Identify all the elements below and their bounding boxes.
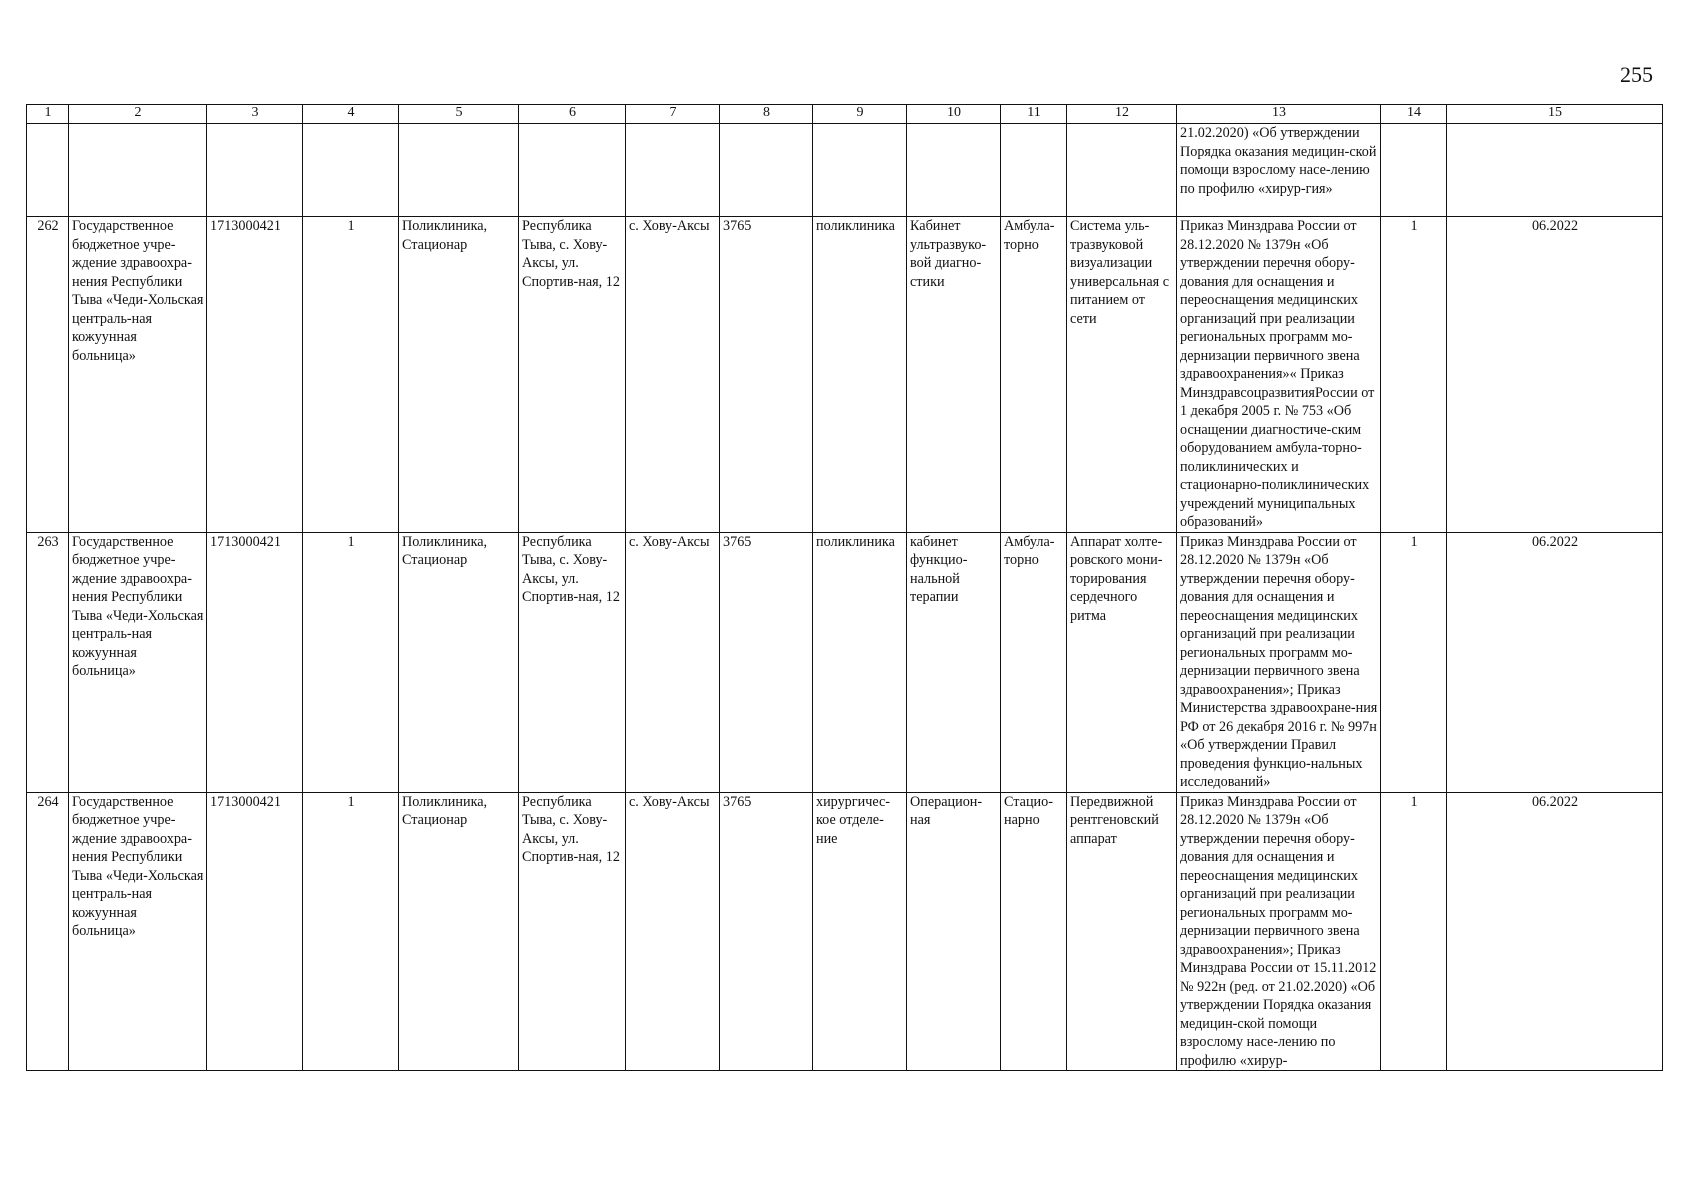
col8-cell: 3765 — [720, 792, 813, 1071]
row-number: 263 — [27, 532, 69, 792]
date-cell: 06.2022 — [1447, 532, 1663, 792]
basis-cell: Приказ Минздрава России от 28.12.2020 № 1379н «Об утверждении перечня обору-дования для оснащения и переоснащения медицинских организаций при реализации региональных программ мо-дернизации первичного звена здравоохранения»; Приказ Минздрава России от 15.11.2012 № 922н (ред. от 21.02.2020) «Об утверждении Порядка оказания медицин-ской помощи взрослому насе-лению по профилю «хирур- — [1177, 792, 1381, 1071]
quantity-cell: 1 — [1381, 792, 1447, 1071]
column-header: 5 — [399, 105, 519, 124]
mode-cell: Стацио-нарно — [1001, 792, 1067, 1071]
table-row — [27, 217, 1663, 533]
equipment-cell: Система уль-тразвуковой визуализации универсальная с питанием от сети — [1067, 217, 1177, 533]
continuation-row — [27, 124, 1663, 217]
quantity-cell: 1 — [1381, 217, 1447, 533]
type-cell: Поликлиника, Стационар — [399, 792, 519, 1071]
equipment-cell: Передвижной рентгеновский аппарат — [1067, 792, 1177, 1071]
col8-cell: 3765 — [720, 532, 813, 792]
column-header: 13 — [1177, 105, 1381, 124]
room-cell: Операцион-ная — [907, 792, 1001, 1071]
col4-cell: 1 — [303, 217, 399, 533]
column-header: 10 — [907, 105, 1001, 124]
date-cell: 06.2022 — [1447, 217, 1663, 533]
room-cell: Кабинет ультразвуко-вой диагно-стики — [907, 217, 1001, 533]
quantity-cell: 1 — [1381, 532, 1447, 792]
locality-cell: с. Хову-Аксы — [626, 217, 720, 533]
division-cell: хирургичес-кое отделе-ние — [813, 792, 907, 1071]
table-row — [27, 532, 1663, 792]
type-cell: Поликлиника, Стационар — [399, 217, 519, 533]
col4-cell: 1 — [303, 792, 399, 1071]
equipment-table — [26, 104, 1663, 1071]
address-cell: Республика Тыва, с. Хову-Аксы, ул. Спортив-ная, 12 — [519, 217, 626, 533]
address-cell: Республика Тыва, с. Хову-Аксы, ул. Спортив-ная, 12 — [519, 792, 626, 1071]
column-header: 8 — [720, 105, 813, 124]
locality-cell: с. Хову-Аксы — [626, 532, 720, 792]
division-cell: поликлиника — [813, 217, 907, 533]
basis-cell: Приказ Минздрава России от 28.12.2020 № 1379н «Об утверждении перечня обору-дования для оснащения и переоснащения медицинских организаций при реализации региональных программ мо-дернизации первичного звена здравоохранения»« Приказ МинздравсоцразвитияРоссии от 1 декабря 2005 г. № 753 «Об оснащении диагностиче-ским оборудованием амбула-торно-поликлинических и стационарно-поликлинических учреждений муниципальных образований» — [1177, 217, 1381, 533]
date-cell: 06.2022 — [1447, 792, 1663, 1071]
table-row — [27, 792, 1663, 1071]
mode-cell: Амбула-торно — [1001, 532, 1067, 792]
column-header: 4 — [303, 105, 399, 124]
column-header: 3 — [207, 105, 303, 124]
column-header: 7 — [626, 105, 720, 124]
column-header: 11 — [1001, 105, 1067, 124]
inn-cell: 1713000421 — [207, 792, 303, 1071]
inn-cell: 1713000421 — [207, 532, 303, 792]
column-header: 6 — [519, 105, 626, 124]
division-cell: поликлиника — [813, 532, 907, 792]
column-header: 15 — [1447, 105, 1663, 124]
type-cell: Поликлиника, Стационар — [399, 532, 519, 792]
equipment-cell: Аппарат холте-ровского мони-торирования сердечного ритма — [1067, 532, 1177, 792]
column-number-row — [27, 105, 1663, 124]
row-number: 264 — [27, 792, 69, 1071]
room-cell: кабинет функцио-нальной терапии — [907, 532, 1001, 792]
column-header: 1 — [27, 105, 69, 124]
inn-cell: 1713000421 — [207, 217, 303, 533]
organization-cell: Государственное бюджетное учре-ждение здравоохра-нения Республики Тыва «Чеди-Хольская централь-ная кожуунная больница» — [69, 217, 207, 533]
organization-cell: Государственное бюджетное учре-ждение здравоохра-нения Республики Тыва «Чеди-Хольская централь-ная кожуунная больница» — [69, 532, 207, 792]
column-header: 12 — [1067, 105, 1177, 124]
organization-cell: Государственное бюджетное учре-ждение здравоохра-нения Республики Тыва «Чеди-Хольская централь-ная кожуунная больница» — [69, 792, 207, 1071]
column-header: 14 — [1381, 105, 1447, 124]
locality-cell: с. Хову-Аксы — [626, 792, 720, 1071]
basis-cell: Приказ Минздрава России от 28.12.2020 № 1379н «Об утверждении перечня обору-дования для оснащения и переоснащения медицинских организаций при реализации региональных программ мо-дернизации первичного звена здравоохранения»; Приказ Министерства здравоохране-ния РФ от 26 декабря 2016 г. № 997н «Об утверждении Правил проведения функцио-нальных исследований» — [1177, 532, 1381, 792]
col8-cell: 3765 — [720, 217, 813, 533]
address-cell: Республика Тыва, с. Хову-Аксы, ул. Спортив-ная, 12 — [519, 532, 626, 792]
column-header: 9 — [813, 105, 907, 124]
page-number: 255 — [1620, 62, 1653, 87]
column-header: 2 — [69, 105, 207, 124]
row-number: 262 — [27, 217, 69, 533]
basis-cell: 21.02.2020) «Об утверждении Порядка оказания медицин-ской помощи взрослому насе-лению по профилю «хирур-гия» — [1177, 124, 1381, 217]
mode-cell: Амбула-торно — [1001, 217, 1067, 533]
col4-cell: 1 — [303, 532, 399, 792]
